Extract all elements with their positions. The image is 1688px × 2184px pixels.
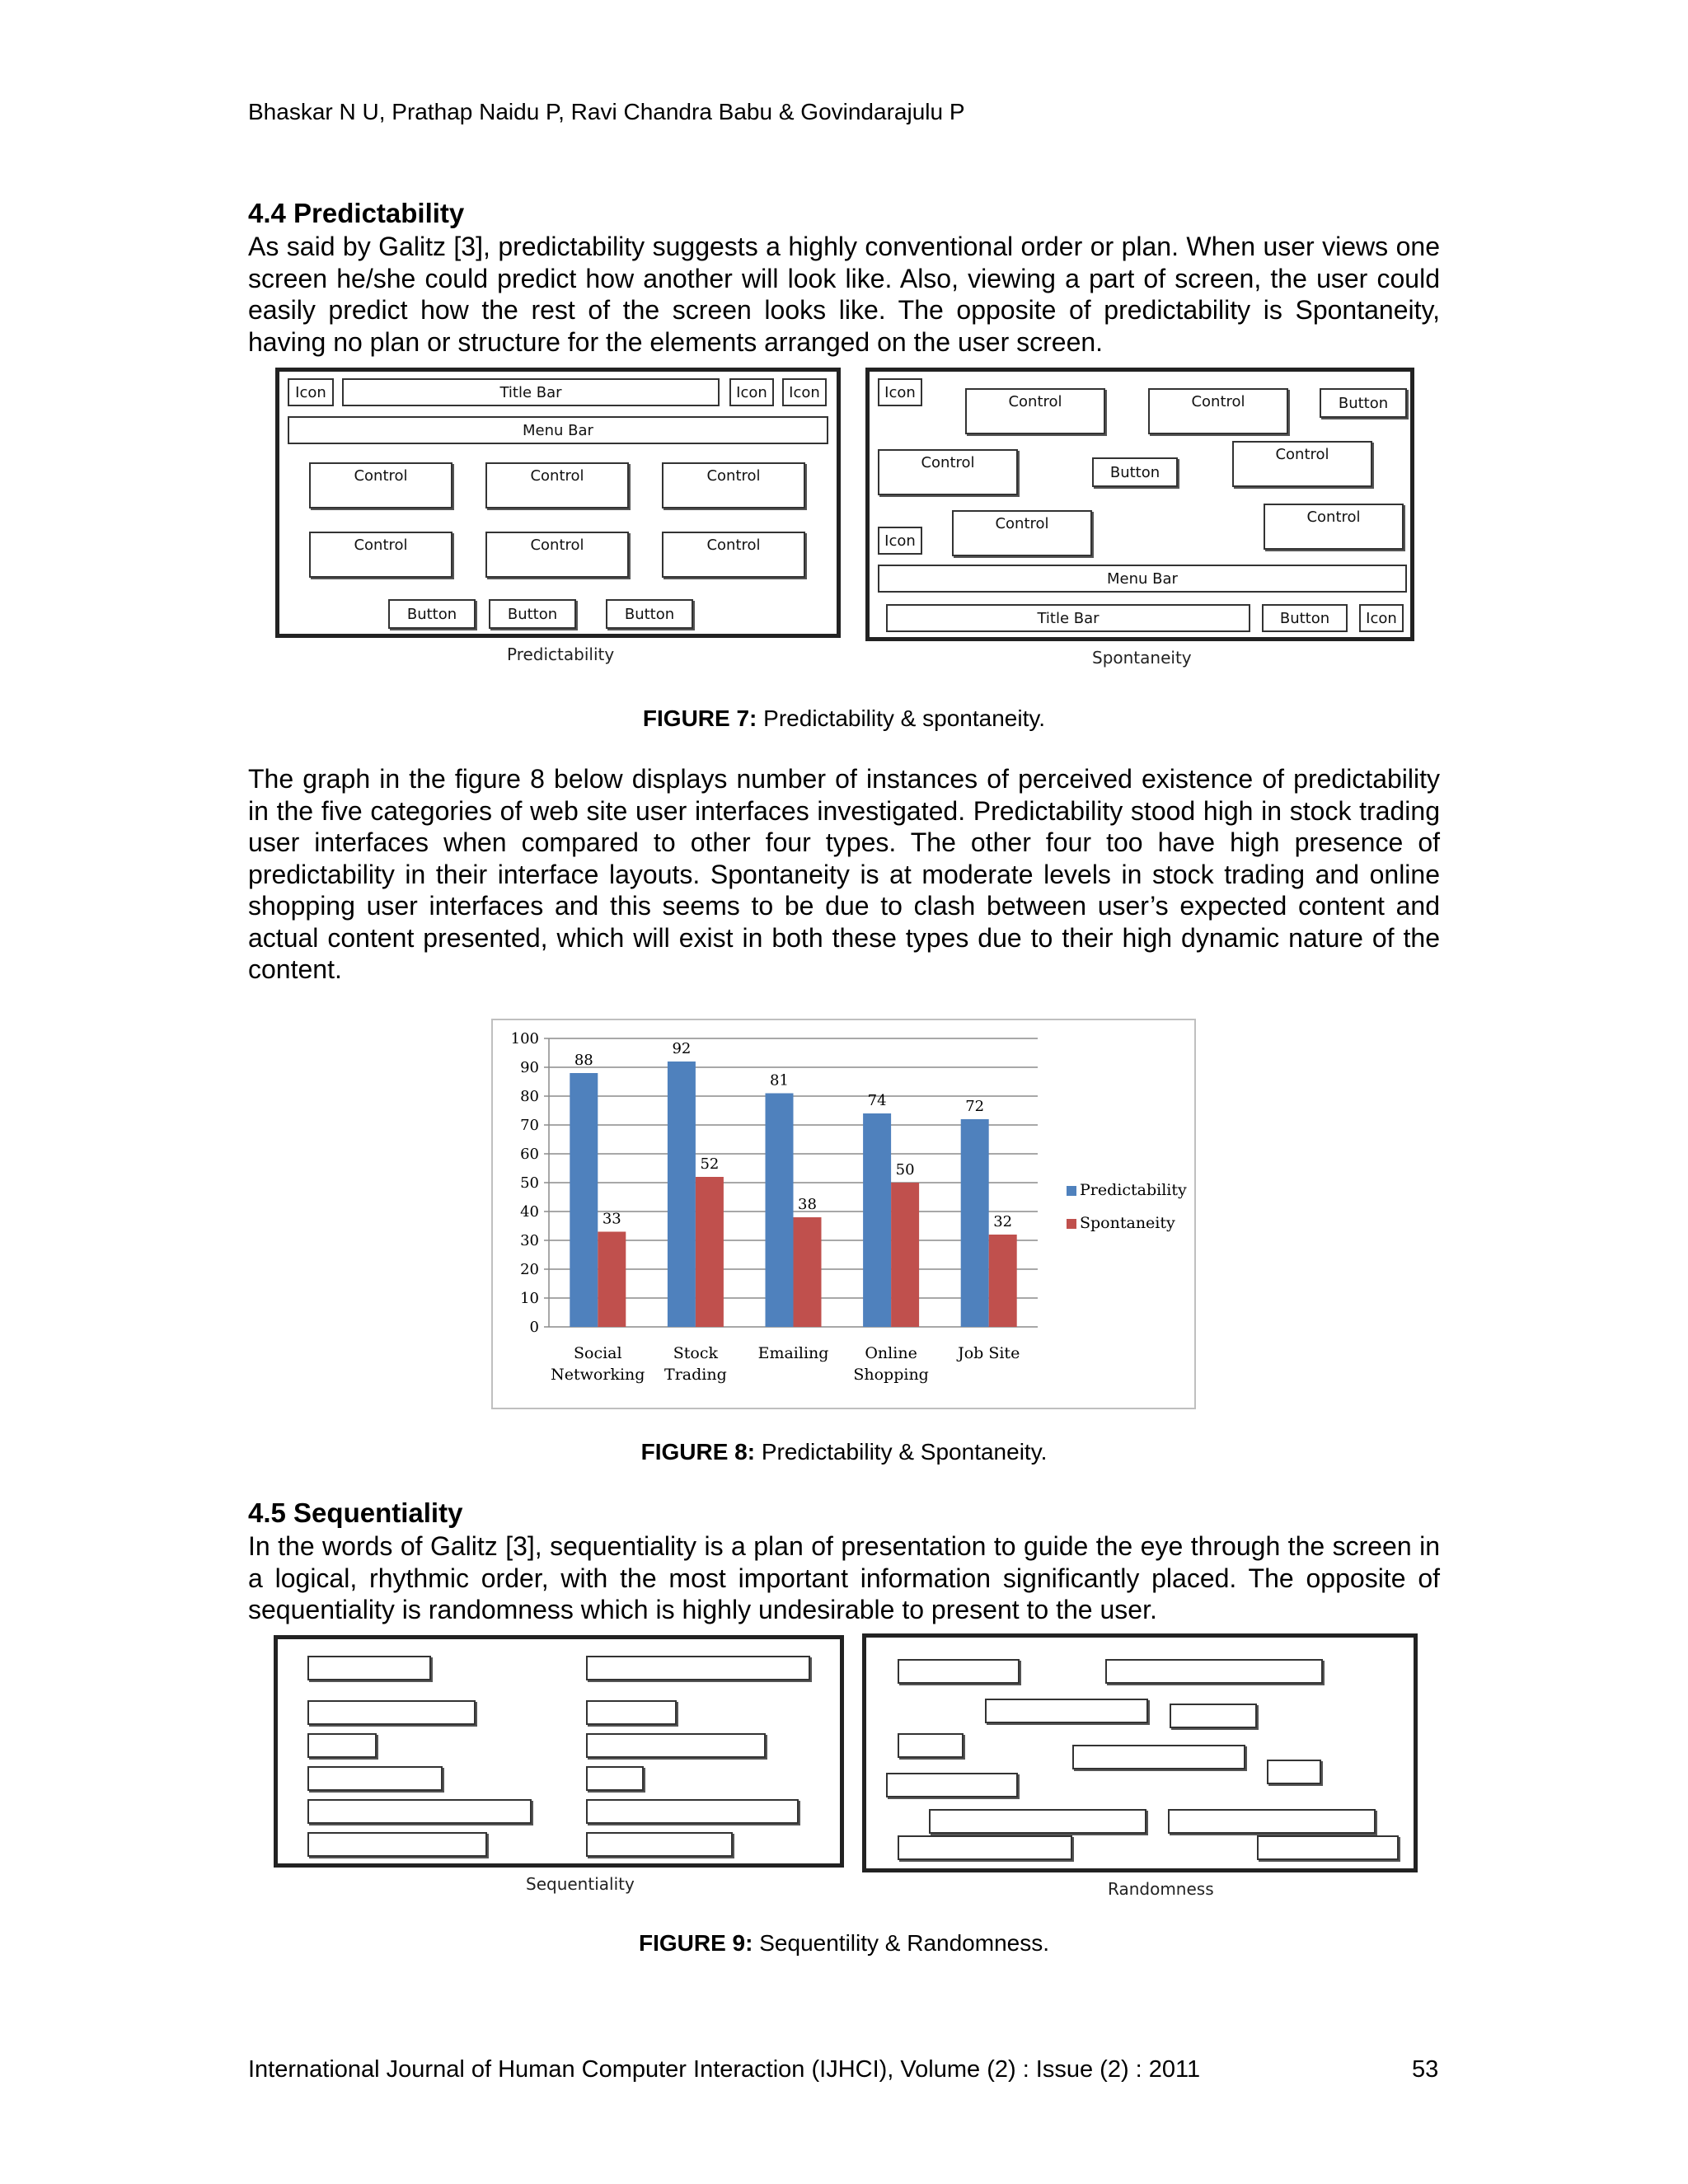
data-label: 38 <box>798 1196 817 1213</box>
caption-label: FIGURE 8: <box>640 1439 756 1465</box>
x-tick-label: Stock <box>673 1344 719 1362</box>
data-label: 32 <box>993 1213 1013 1230</box>
field-box <box>898 1733 964 1758</box>
sequentiality-mockup <box>274 1635 844 1868</box>
icon-box: Icon <box>1359 604 1404 632</box>
button-box: Button <box>1262 604 1348 632</box>
control-box: Control <box>952 510 1092 556</box>
data-label: 50 <box>895 1161 915 1179</box>
legend-swatch <box>1067 1219 1076 1229</box>
bar-chart <box>491 1019 1196 1409</box>
running-header: Bhaskar N U, Prathap Naidu P, Ravi Chandra Babu & Govindarajulu P <box>248 99 965 124</box>
field-box <box>886 1773 1018 1797</box>
y-tick-label: 60 <box>520 1146 539 1163</box>
bar-predictability <box>766 1094 794 1328</box>
field-box <box>898 1835 1072 1860</box>
field-box <box>586 1700 677 1725</box>
figure-8-caption <box>0 1439 1688 1465</box>
data-label: 81 <box>770 1071 789 1090</box>
figure-9-caption <box>0 1930 1688 1957</box>
field-box <box>1105 1659 1323 1684</box>
legend-swatch <box>1067 1186 1076 1196</box>
bar-predictability <box>863 1113 891 1327</box>
caption-text: Predictability & spontaneity. <box>757 705 1046 731</box>
x-tick-label: Job Site <box>958 1344 1020 1362</box>
field-box <box>586 1799 799 1824</box>
icon-box: Icon <box>288 378 334 406</box>
control-box: Control <box>1264 504 1404 550</box>
field-box <box>898 1659 1020 1684</box>
field-box <box>307 1832 487 1857</box>
predictability-mockup <box>275 368 841 638</box>
y-tick-label: 90 <box>520 1059 539 1076</box>
footer-journal: International Journal of Human Computer Interaction (IJHCI), Volume (2) : Issue (2) : 2011 <box>248 2056 1201 2083</box>
y-tick-label: 40 <box>520 1203 539 1221</box>
sequentiality-label: Sequentiality <box>526 1874 635 1894</box>
y-tick-label: 70 <box>520 1117 539 1134</box>
caption-label: FIGURE 7: <box>642 705 757 731</box>
bar-spontaneity <box>989 1235 1017 1327</box>
legend-label: Predictability <box>1080 1181 1187 1199</box>
button-box: Button <box>1320 388 1407 418</box>
bar-predictability <box>668 1062 696 1327</box>
y-tick-label: 30 <box>520 1232 539 1249</box>
bar-spontaneity <box>696 1177 724 1327</box>
bar-predictability <box>961 1119 989 1327</box>
icon-box: Icon <box>729 378 774 406</box>
field-box <box>307 1700 476 1725</box>
button-box: Button <box>606 599 693 629</box>
randomness-label: Randomness <box>1108 1879 1214 1899</box>
icon-box: Icon <box>878 527 922 555</box>
predictability-label: Predictability <box>507 644 615 664</box>
field-box <box>307 1733 377 1758</box>
y-tick-label: 10 <box>520 1290 539 1307</box>
y-tick-label: 20 <box>520 1261 539 1278</box>
field-box <box>586 1832 733 1857</box>
icon-box: Icon <box>878 378 922 406</box>
control-box: Control <box>485 462 629 509</box>
field-box <box>1257 1835 1399 1860</box>
section-title-sequentiality: 4.5 Sequentiality <box>248 1497 463 1528</box>
page-number: 53 <box>1412 2056 1439 2083</box>
figure-7-caption <box>0 705 1688 732</box>
x-tick-label: Networking <box>551 1366 645 1384</box>
y-tick-label: 0 <box>529 1319 539 1336</box>
caption-text: Sequentility & Randomness. <box>753 1930 1049 1956</box>
field-box <box>1170 1704 1257 1728</box>
data-label: 72 <box>965 1098 985 1115</box>
field-box <box>586 1656 810 1680</box>
field-box <box>1168 1809 1376 1834</box>
field-box <box>929 1809 1146 1834</box>
field-box <box>307 1799 532 1824</box>
legend-label: Spontaneity <box>1080 1214 1175 1232</box>
control-box: Control <box>878 449 1018 495</box>
spontaneity-label: Spontaneity <box>1092 648 1192 668</box>
data-label: 88 <box>574 1052 593 1069</box>
x-tick-label: Emailing <box>757 1344 829 1362</box>
x-tick-label: Online <box>865 1344 917 1362</box>
caption-text: Predictability & Spontaneity. <box>755 1439 1048 1465</box>
control-box: Control <box>662 462 805 509</box>
data-label: 33 <box>602 1210 621 1228</box>
icon-box: Icon <box>782 378 827 406</box>
figure-8-chart <box>491 1019 1196 1413</box>
field-box <box>586 1733 766 1758</box>
data-label: 92 <box>672 1040 692 1057</box>
data-label: 74 <box>867 1092 887 1109</box>
x-tick-label: Shopping <box>853 1366 929 1384</box>
y-tick-label: 50 <box>520 1174 539 1192</box>
bar-spontaneity <box>794 1217 822 1327</box>
control-box: Control <box>965 388 1105 434</box>
menu-bar-box: Menu Bar <box>288 416 828 444</box>
field-box <box>586 1766 644 1791</box>
field-box <box>1072 1745 1245 1769</box>
paragraph-sequentiality: In the words of Galitz [3], sequentiality is a plan of presentation to guide the eye through the screen in a logical, rhythmic order, with the most important information significantly placed. The opposite of sequentiality is randomness which is highly undesirable to present to the user. <box>248 1531 1440 1624</box>
menu-bar-box: Menu Bar <box>878 565 1407 593</box>
section-title-predictability: 4.4 Predictability <box>248 198 465 228</box>
x-tick-label: Trading <box>664 1366 727 1384</box>
field-box <box>985 1699 1148 1723</box>
data-label: 52 <box>700 1155 720 1173</box>
control-box: Control <box>662 532 805 578</box>
button-box: Button <box>1092 457 1178 487</box>
title-bar-box: Title Bar <box>886 604 1250 632</box>
y-tick-label: 100 <box>510 1030 539 1047</box>
bar-spontaneity <box>598 1232 626 1328</box>
x-tick-label: Social <box>574 1344 622 1362</box>
field-box <box>307 1766 443 1791</box>
bar-predictability <box>570 1073 598 1327</box>
title-bar-box: Title Bar <box>342 378 720 406</box>
button-box: Button <box>489 599 576 629</box>
bar-spontaneity <box>891 1183 919 1327</box>
button-box: Button <box>388 599 476 629</box>
control-box: Control <box>309 462 452 509</box>
randomness-mockup <box>862 1633 1418 1872</box>
field-box <box>307 1656 431 1680</box>
caption-label: FIGURE 9: <box>639 1930 753 1956</box>
field-box <box>1267 1760 1321 1784</box>
control-box: Control <box>485 532 629 578</box>
paragraph-graph: The graph in the figure 8 below displays number of instances of perceived existence of predictability in the five categories of web site user interfaces investigated. Predictability stood high in stock trading user interfaces when compared to other four types. The other four too have high presence of predictability in their interface layouts. Spontaneity is at moderate levels in stock trading and online shopping user interfaces and this seems to be due to clash between user’s expected content and actual content presented, which will exist in both these types due to their high dynamic nature of the content. <box>248 764 1440 984</box>
y-tick-label: 80 <box>520 1088 539 1105</box>
control-box: Control <box>1232 441 1372 487</box>
spontaneity-mockup <box>865 368 1414 641</box>
control-box: Control <box>1148 388 1288 434</box>
control-box: Control <box>309 532 452 578</box>
paragraph-predictability: As said by Galitz [3], predictability suggests a highly conventional order or plan. When user views one screen he/she could predict how another will look like. Also, viewing a part of screen, the user could easily predict how the rest of the screen looks like. The opposite of predictability is Spontaneity, having no plan or structure for the elements arranged on the user screen. <box>248 232 1440 357</box>
